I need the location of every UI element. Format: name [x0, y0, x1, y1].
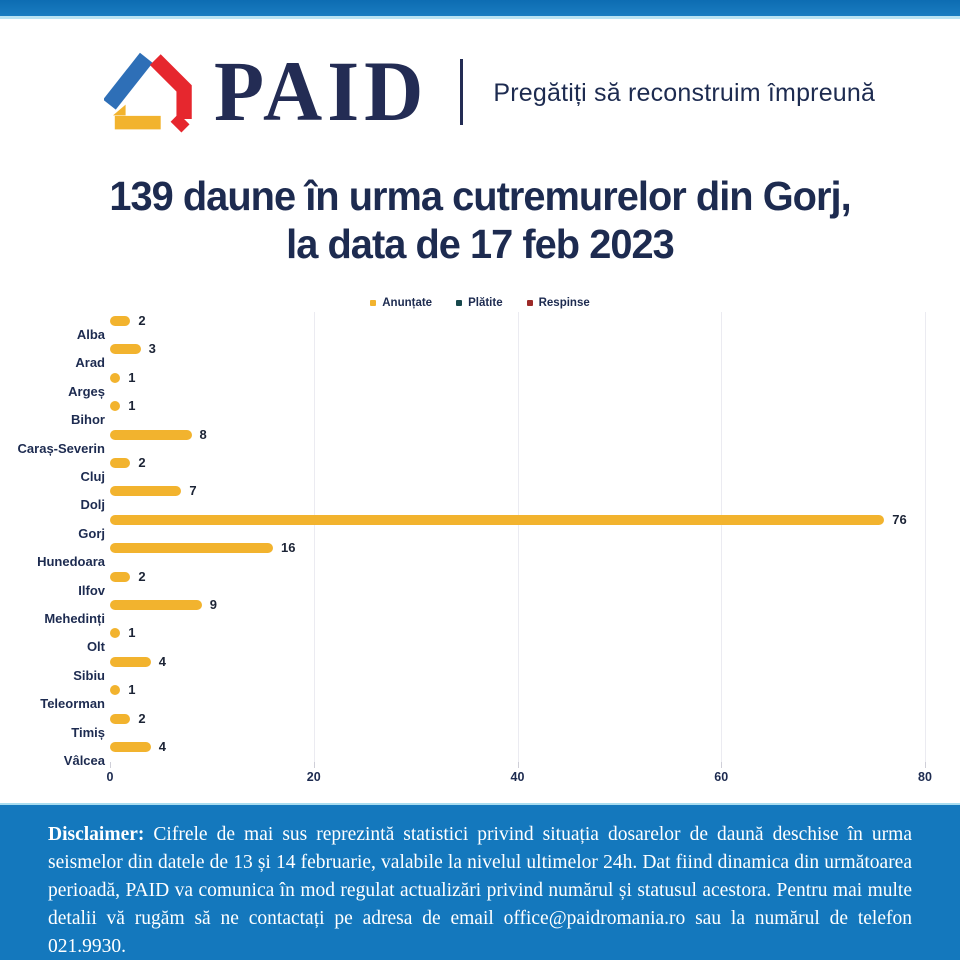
value-label: 76 [892, 511, 907, 527]
county-label: Olt [86, 639, 105, 655]
county-label: Ilfov [78, 582, 105, 598]
bar-row [0, 596, 960, 624]
brand-header [104, 42, 875, 142]
paid-house-logo-icon [104, 46, 194, 138]
bar-teleorman [110, 685, 120, 695]
value-label: 2 [138, 313, 146, 328]
bar-row [0, 681, 960, 712]
value-label: 8 [199, 426, 207, 442]
disclaimer-label: Disclaimer: [48, 824, 145, 845]
bar-mehedinți [110, 600, 202, 610]
county-label: Caraș-Severin [17, 440, 105, 456]
bar-arad [110, 344, 141, 354]
legend-item [527, 297, 590, 309]
bar-sibiu [110, 657, 151, 667]
value-label: 1 [128, 682, 136, 698]
county-label: Cluj [80, 469, 105, 484]
value-label: 3 [148, 341, 156, 357]
brand-name: PAID [214, 44, 429, 139]
header-divider [460, 59, 463, 125]
county-label: Mehedinți [44, 611, 105, 626]
bar-row [0, 624, 960, 655]
value-label: 4 [158, 739, 166, 754]
value-label: 2 [138, 710, 146, 726]
county-label: Teleorman [40, 696, 105, 712]
x-axis-tick-label: 60 [714, 770, 729, 784]
county-label: Dolj [80, 497, 105, 513]
bar-row [0, 397, 960, 428]
top-blue-band [0, 0, 960, 19]
county-label: Hunedoara [37, 554, 105, 570]
value-label: 16 [281, 540, 296, 556]
value-label: 2 [138, 568, 146, 584]
page-title-line2: la data de 17 feb 2023 [286, 221, 674, 267]
legend-item [456, 297, 503, 309]
legend-swatch-icon [527, 300, 533, 306]
bar-row [0, 568, 960, 596]
bar-alba [110, 316, 130, 326]
bar-hunedoara [110, 543, 273, 553]
county-label: Alba [76, 327, 105, 342]
value-label: 7 [189, 483, 197, 499]
value-label: 4 [158, 653, 166, 669]
bar-row [0, 312, 960, 340]
county-label: Bihor [71, 412, 105, 428]
chart-legend [0, 297, 960, 309]
bar-row [0, 340, 960, 371]
x-axis-tick-label: 80 [918, 770, 932, 784]
brand-tagline: Pregătiți să reconstruim împreună [493, 78, 876, 107]
value-label: 1 [128, 625, 136, 641]
value-label: 9 [209, 597, 217, 612]
bar-cluj [110, 458, 130, 468]
bar-argeș [110, 373, 120, 383]
bar-row [0, 710, 960, 738]
bar-row [0, 426, 960, 454]
bar-chart [0, 312, 960, 792]
county-label: Gorj [78, 525, 105, 541]
legend-label: Plătite [468, 297, 503, 309]
bar-dolj [110, 486, 181, 496]
county-label: Timiș [71, 724, 105, 740]
bar-row [0, 738, 960, 766]
county-label: Sibiu [73, 667, 105, 683]
bar-ilfov [110, 572, 130, 582]
value-label: 2 [138, 455, 146, 470]
bar-row [0, 653, 960, 681]
legend-swatch-icon [456, 300, 462, 306]
bar-bihor [110, 401, 120, 411]
value-label: 1 [128, 398, 136, 414]
disclaimer-text [48, 821, 912, 961]
legend-label: Anunțate [382, 297, 433, 309]
bar-row [0, 454, 960, 482]
footer-disclaimer-band [0, 803, 960, 960]
bar-gorj [110, 515, 884, 525]
value-label: 1 [128, 369, 136, 385]
bar-row [0, 539, 960, 570]
legend-item [370, 297, 432, 309]
county-label: Vâlcea [63, 753, 105, 768]
legend-label: Respinse [538, 297, 590, 309]
county-label: Argeș [68, 383, 105, 399]
bar-olt [110, 628, 120, 638]
legend-swatch-icon [370, 300, 376, 306]
x-axis-tick-label: 0 [106, 770, 114, 784]
bar-vâlcea [110, 742, 151, 752]
disclaimer-body: Cifrele de mai sus reprezintă statistici privind situația dosarelor de daună deschise în urma seismelor din datele de 13 și 14 februarie, valabile la nivelul ultimelor 24h. Dat fiind dinamica din următoarea perioadă, PAID va comunica în mod regulat actualizări privind numărul și statusul acestora. Pentru mai multe detalii vă rugăm să ne contactați pe adresa de email office@paidromania.ro sau la numărul de telefon 021.9930. [48, 824, 912, 957]
bar-row [0, 511, 960, 539]
bar-timiș [110, 714, 130, 724]
bar-row [0, 369, 960, 397]
page-title-line1: 139 daune în urma cutremurelor din Gorj, [109, 173, 851, 219]
x-axis-tick-label: 20 [306, 770, 321, 784]
page-title [14, 172, 945, 268]
bar-row [0, 482, 960, 513]
bar-caraș-severin [110, 430, 192, 440]
x-axis-tick-label: 40 [510, 770, 525, 784]
county-label: Arad [75, 355, 105, 371]
